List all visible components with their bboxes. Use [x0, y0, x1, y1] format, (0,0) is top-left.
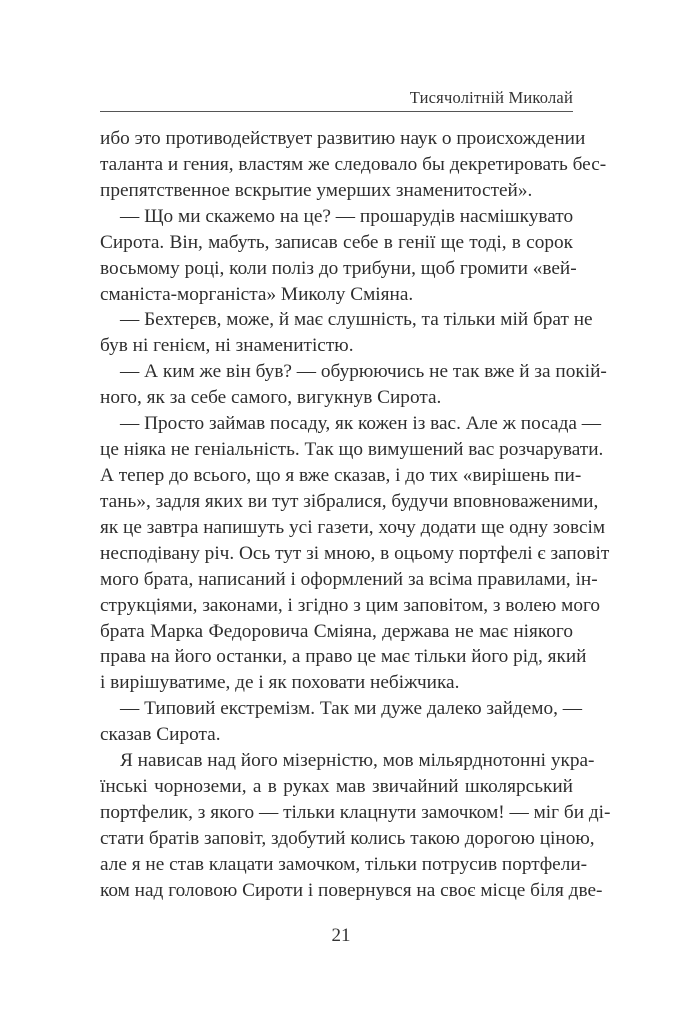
text-line: — А ким же він був? — обурюючись не так вже й за покій- [120, 361, 607, 383]
text-line: таланта и гения, властям же следовало бы декретировать бес- [100, 153, 607, 175]
text-line: Сирота. Він, мабуть, записав себе в генії ще тоді, в сорок [100, 231, 573, 253]
text-line: восьмому році, коли поліз до трибуни, щоб громити «вей- [100, 257, 577, 279]
text-line: ком над головою Сироти і повернувся на своє місце біля две- [100, 879, 603, 901]
text-line: ного, як за себе самого, вигукнув Сирота. [100, 387, 442, 409]
body-text [100, 126, 611, 904]
text-line: струкціями, законами, і згідно з цим заповітом, з волею мого [100, 594, 601, 616]
text-line: ибо это противодействует развитию наук о происхождении [100, 128, 586, 149]
text-line: несподівану річ. Ось тут зі мною, в оцьому портфелі є заповіт [100, 542, 610, 564]
text-line: стати братів заповіт, здобутий колись такою дорогою ціною, [100, 827, 595, 849]
text-line: мого брата, написаний і оформлений за всіма правилами, ін- [100, 568, 598, 590]
text-line: — Просто займав посаду, як кожен із вас. Але ж посада — [120, 413, 602, 435]
running-header: Тисячолітній Миколай [409, 88, 573, 107]
text-line: їнські чорноземи, а в руках мав звичайний школярський [100, 776, 573, 798]
text-line: але я не став клацати замочком, тільки потрусив портфели- [100, 853, 588, 875]
text-line: як це завтра напишуть усі газети, хочу додати ще одну зовсім [100, 516, 606, 538]
text-line: брата Марка Федоровича Сміяна, держава не має ніякого [100, 620, 573, 642]
text-line: сказав Сирота. [100, 724, 221, 746]
text-line: тань», задля яких ви тут зібралися, будучи вповноваженими, [100, 490, 599, 512]
text-line: права на його останки, а право це має тільки його рід, який [100, 646, 587, 668]
text-line: портфелик, з якого — тільки клацнути замочком! — міг би ді- [100, 801, 611, 823]
text-line: — Типовий екстремізм. Так ми дуже далеко зайдемо, — [120, 698, 583, 720]
page-number: 21 [331, 925, 351, 946]
text-line: — Що ми скажемо на це? — прошарудів насмішкувато [120, 205, 574, 227]
text-line: А тепер до всього, що я вже сказав, і до тих «вирішень пи- [100, 464, 582, 486]
text-line: — Бехтерєв, може, й має слушність, та тільки мій брат не [120, 309, 593, 331]
text-line: був ні генієм, ні знаменитістю. [100, 335, 354, 357]
text-line: Я нависав над його мізерністю, мов мільярднотонні укра- [120, 750, 595, 772]
text-line: це ніяка не геніальність. Так що вимушений вас розчарувати. [100, 439, 604, 461]
text-line: препятственное вскрытие умерших знаменитостей». [100, 179, 533, 201]
text-line: і вирішуватиме, де і як поховати небіжчика. [100, 672, 460, 694]
text-line: сманіста-морганіста» Миколу Сміяна. [100, 283, 414, 305]
header-rule [100, 111, 573, 112]
